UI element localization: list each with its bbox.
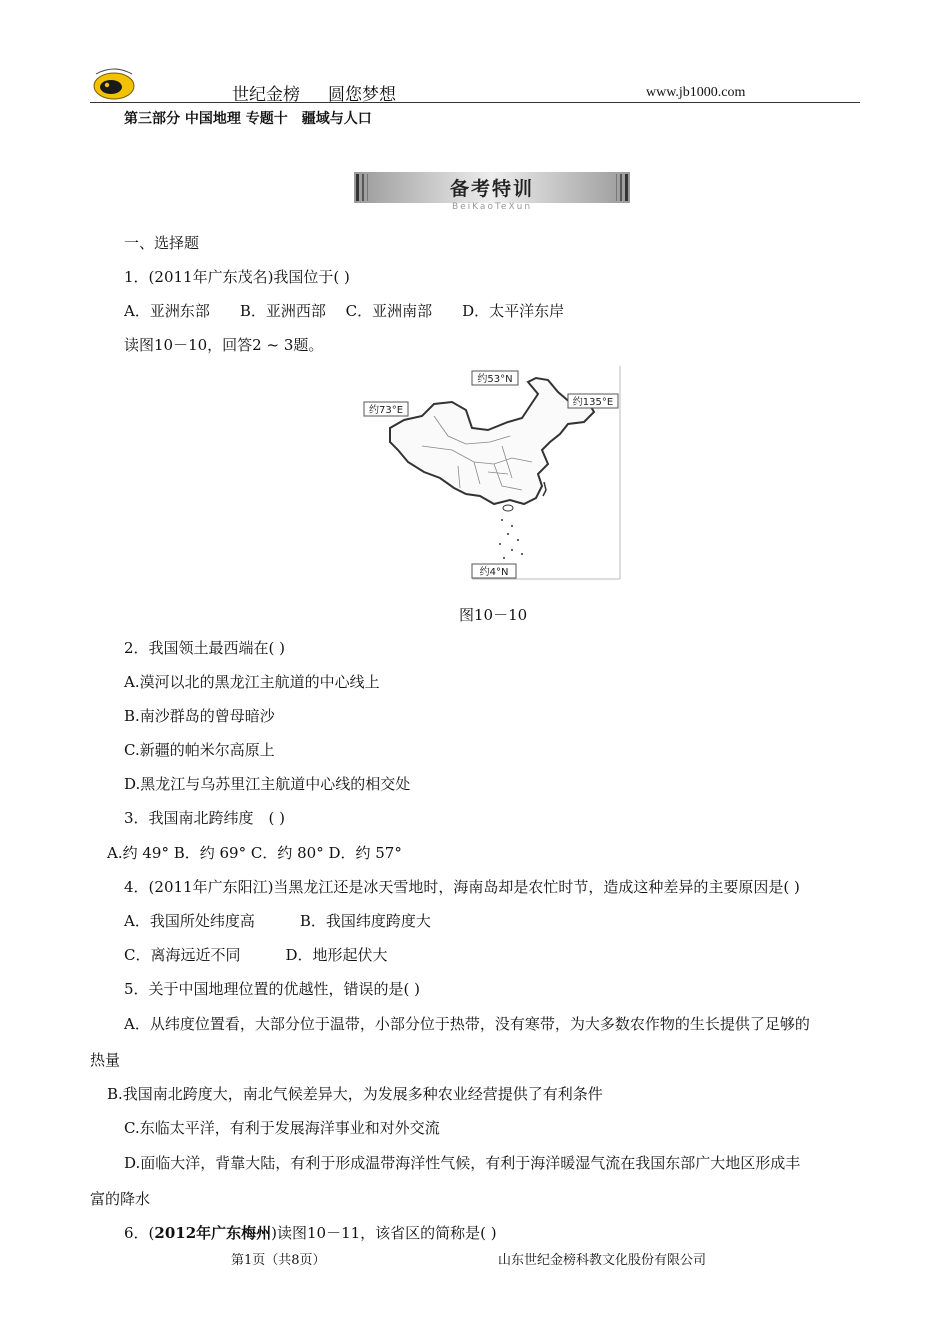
question-5-option-a-line-1: A．从纬度位置看，大部分位于温带，小部分位于热带，没有寒带，为大多数农作物的生长提供了足够的: [124, 1015, 810, 1033]
question-5-option-d-line-1: D.面临大洋，背靠大陆，有利于形成温带海洋性气候，有利于海洋暖湿气流在我国东部广大地区形成丰: [124, 1154, 801, 1172]
read-instruction: 读图10－10，回答2 ~ 3题。: [124, 336, 324, 354]
banner: [354, 172, 630, 210]
question-3: 3．我国南北跨纬度 ( ): [124, 809, 286, 827]
map-label-east: 约135°E: [572, 397, 614, 408]
header-slogan-right: 圆您梦想: [328, 85, 396, 105]
question-6-source: 2012年广东梅州: [154, 1224, 272, 1242]
map-label-south: 约4°N: [479, 567, 509, 578]
section-title: 第三部分 中国地理 专题十 疆域与人口: [124, 111, 372, 127]
header-slogan-left: 世纪金榜: [232, 85, 300, 105]
question-6-suffix: )读图10－11，该省区的简称是( ): [271, 1224, 497, 1242]
header-divider: [90, 102, 860, 103]
question-5-option-c: C.东临太平洋，有利于发展海洋事业和对外交流: [124, 1119, 440, 1137]
question-5: 5．关于中国地理位置的优越性，错误的是( ): [124, 980, 421, 998]
question-1-options: A．亚洲东部 B．亚洲西部 C．亚洲南部 D．太平洋东岸: [124, 302, 565, 320]
figure-caption: 图10－10: [459, 606, 528, 624]
question-2-option-c: C.新疆的帕米尔高原上: [124, 741, 275, 759]
question-5-option-a-line-2: 热量: [90, 1051, 121, 1069]
map-label-north: 约53°N: [477, 374, 513, 385]
question-2-option-d: D.黑龙江与乌苏里江主航道中心线的相交处: [124, 775, 411, 793]
banner-title: 备考特训: [449, 178, 535, 200]
question-2-option-b: B.南沙群岛的曾母暗沙: [124, 707, 275, 725]
header-url[interactable]: www.jb1000.com: [646, 85, 746, 100]
question-4: 4．(2011年广东阳江)当黑龙江还是冰天雪地时，海南岛却是农忙时节，造成这种差异的主要原因是( ): [124, 878, 800, 896]
question-1: 1．(2011年广东茂名)我国位于( ): [124, 268, 350, 286]
question-4-options-ab: A．我国所处纬度高 B．我国纬度跨度大: [124, 912, 431, 930]
question-6: [124, 1223, 497, 1243]
banner-subtitle: BeiKaoTeXun: [451, 202, 533, 210]
footer-company: 山东世纪金榜科教文化股份有限公司: [498, 1253, 707, 1268]
china-map-figure: [362, 366, 622, 580]
map-label-west: 约73°E: [368, 405, 404, 416]
question-5-option-b: B.我国南北跨度大，南北气候差异大，为发展多种农业经营提供了有利条件: [107, 1085, 603, 1103]
question-2-option-a: A.漠河以北的黑龙江主航道的中心线上: [124, 673, 380, 691]
question-4-options-cd: C．离海远近不同 D．地形起伏大: [124, 946, 388, 964]
question-6-prefix: 6．(: [124, 1224, 155, 1242]
jb1000-logo-icon: [90, 66, 138, 102]
footer-page-number: 第1页（共8页）: [231, 1253, 326, 1268]
question-3-options: A.约 49° B．约 69° C．约 80° D．约 57°: [107, 844, 402, 862]
question-2: 2．我国领土最西端在( ): [124, 639, 286, 657]
question-5-option-d-line-2: 富的降水: [90, 1190, 151, 1208]
question-section-heading: 一、选择题: [124, 234, 200, 252]
